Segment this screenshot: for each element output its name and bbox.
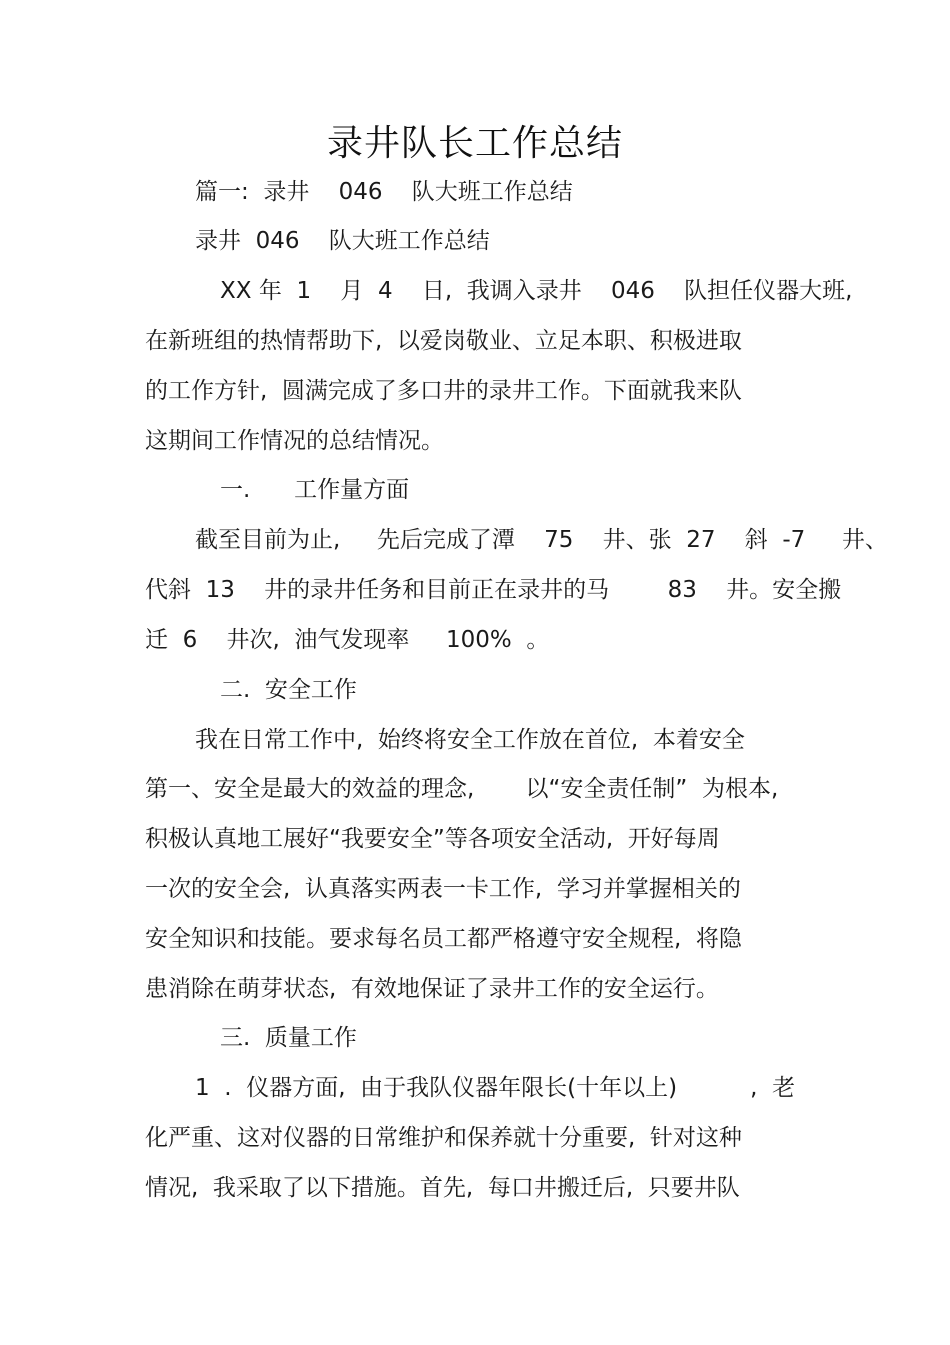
section-heading: 三. 质量工作: [220, 1025, 357, 1051]
paragraph-line: 患消除在萌芽状态, 有效地保证了录井工作的安全运行。: [145, 976, 719, 1002]
paragraph-line: 这期间工作情况的总结情况。: [145, 428, 444, 454]
paragraph-line: 截至目前为止, 先后完成了潭 75 井、张 27 斜 -7 井、: [195, 527, 888, 553]
paragraph-line: 迁 6 井次, 油气发现率 100% 。: [145, 627, 550, 653]
paragraph-line: 1 . 仪器方面, 由于我队仪器年限长(十年以上) , 老: [195, 1075, 796, 1101]
paragraph-line: 一次的安全会, 认真落实两表一卡工作, 学习并掌握相关的: [145, 876, 741, 902]
paragraph-line: XX 年 1 月 4 日, 我调入录井 046 队担任仪器大班,: [220, 278, 853, 304]
paragraph-line: 在新班组的热情帮助下, 以爱岗敬业、立足本职、积极进取: [145, 328, 742, 354]
paragraph-line: 第一、安全是最大的效益的理念, 以“安全责任制” 为根本,: [145, 776, 779, 802]
paragraph-line: 代斜 13 井的录井任务和目前正在录井的马 83 井。安全搬: [145, 577, 842, 603]
section-heading: 二. 安全工作: [220, 677, 357, 703]
paragraph-line: 的工作方针, 圆满完成了多口井的录井工作。下面就我来队: [145, 378, 742, 404]
paragraph-line: 情况, 我采取了以下措施。首先, 每口井搬迁后, 只要井队: [145, 1175, 740, 1201]
paragraph-line: 安全知识和技能。要求每名员工都严格遵守安全规程, 将隐: [145, 926, 742, 952]
paragraph-line: 化严重、这对仪器的日常维护和保养就十分重要, 针对这种: [145, 1125, 742, 1151]
heading-line: 录井 046 队大班工作总结: [195, 228, 490, 254]
document-title: 录井队长工作总结: [326, 123, 623, 164]
paragraph-line: 我在日常工作中, 始终将安全工作放在首位, 本着安全: [195, 727, 745, 753]
paragraph-line: 积极认真地工展好“我要安全”等各项安全活动, 开好每周: [145, 826, 720, 852]
subtitle-line: 篇一: 录井 046 队大班工作总结: [195, 179, 573, 205]
section-heading: 一. 工作量方面: [220, 477, 410, 503]
